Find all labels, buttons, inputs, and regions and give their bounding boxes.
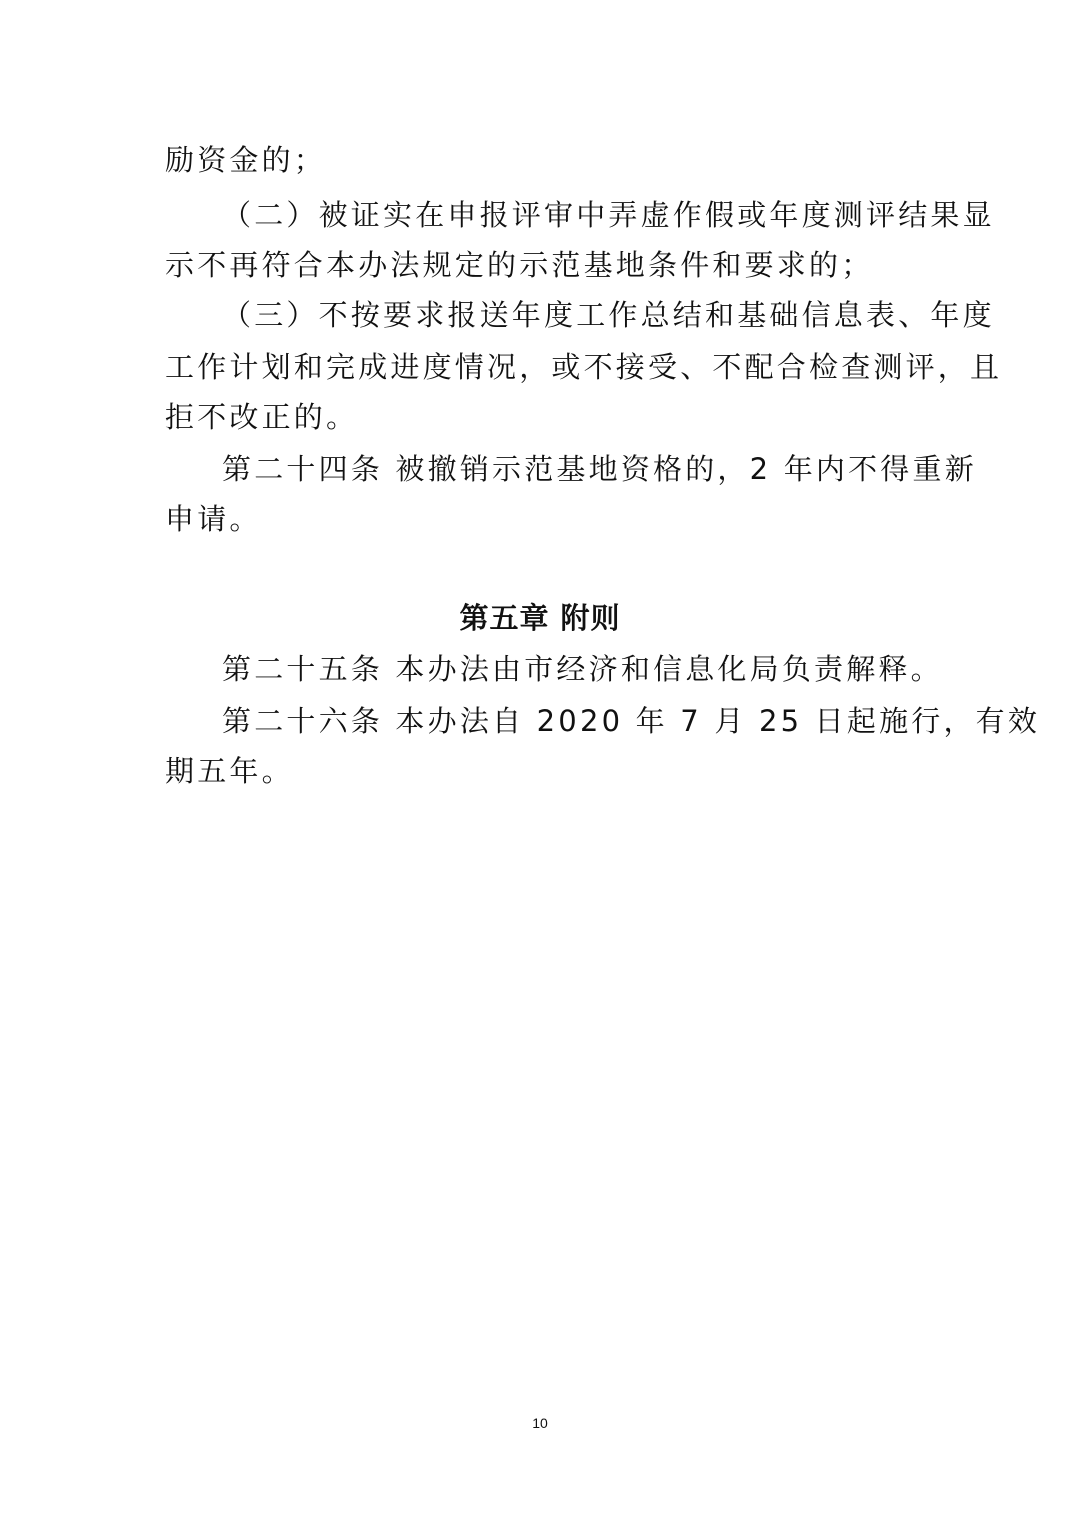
paragraph-line: 期五年。 [165,754,294,788]
page-number: 10 [532,1415,548,1431]
paragraph-line: （三）不按要求报送年度工作总结和基础信息表、年度 [222,298,995,332]
paragraph-line: 励资金的； [165,143,327,177]
paragraph-line: 第二十六条 本办法自 2020 年 7 月 25 日起施行，有效 [222,704,1041,738]
paragraph-line: 拒不改正的。 [165,400,359,434]
paragraph-line: 申请。 [165,502,262,536]
chapter-heading: 第五章 附则 [459,601,621,635]
paragraph-line: 第二十四条 被撤销示范基地资格的，2 年内不得重新 [222,452,977,486]
paragraph-line: （二）被证实在申报评审中弄虚作假或年度测评结果显 [222,198,995,232]
paragraph-line: 示不再符合本办法规定的示范基地条件和要求的； [165,248,874,282]
paragraph-line: 工作计划和完成进度情况，或不接受、不配合检查测评，且 [165,350,1003,384]
paragraph-line: 第二十五条 本办法由市经济和信息化局负责解释。 [222,652,943,686]
